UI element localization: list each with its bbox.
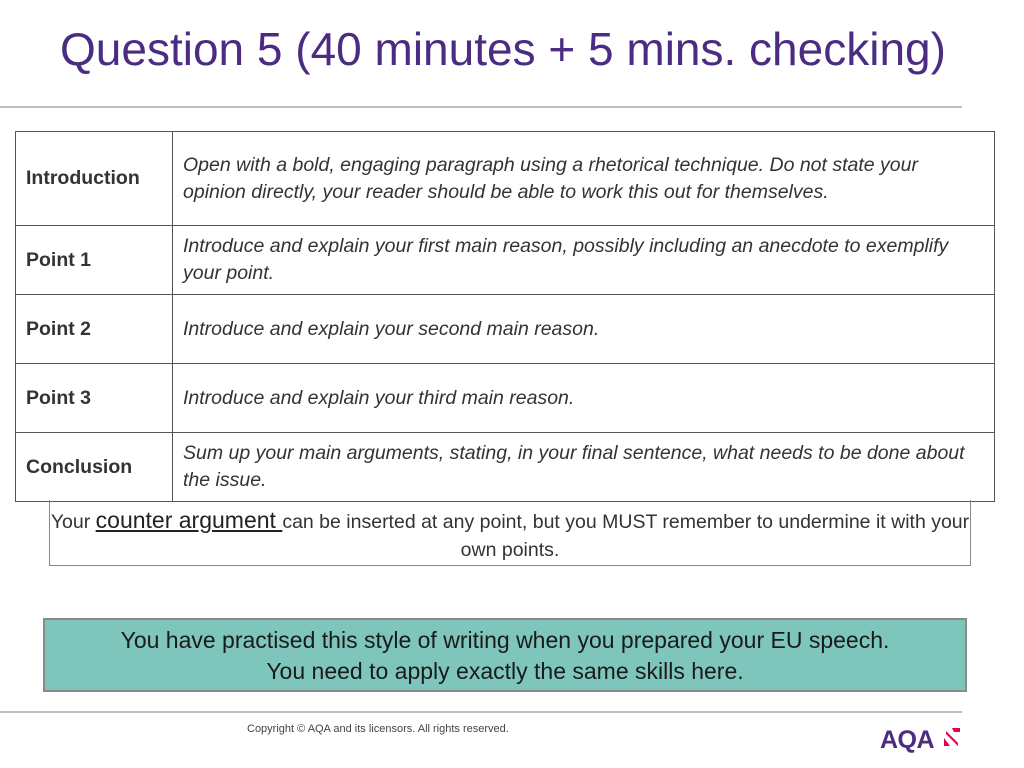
- row-label: Introduction: [16, 132, 173, 226]
- row-description: Open with a bold, engaging paragraph using a rhetorical technique. Do not state your opinion directly, your reader should be able to work this out for themselves.: [173, 132, 995, 226]
- row-description: Introduce and explain your third main reason.: [173, 364, 995, 433]
- table-row: [16, 226, 995, 295]
- counter-note-suffix: can be inserted at any point, but you MUST remember to undermine it with your own points.: [282, 511, 970, 561]
- table-row: [16, 295, 995, 364]
- aqa-logo: [880, 726, 964, 756]
- slide-title: Question 5 (40 minutes + 5 mins. checking): [60, 23, 946, 75]
- row-description: Introduce and explain your second main reason.: [173, 295, 995, 364]
- row-label: Point 1: [16, 226, 173, 295]
- counter-note-emphasis: counter argument: [95, 507, 283, 533]
- table-row: [16, 132, 995, 226]
- table-row: [16, 364, 995, 433]
- practise-note: [43, 618, 967, 692]
- row-description: Sum up your main arguments, stating, in your final sentence, what needs to be done about the issue.: [173, 433, 995, 502]
- title-divider: [0, 106, 962, 108]
- essay-plan-table: [15, 131, 995, 502]
- footer-divider: [0, 711, 962, 713]
- copyright-text: Copyright © AQA and its licensors. All rights reserved.: [247, 723, 509, 735]
- counter-note-prefix: Your: [50, 511, 96, 533]
- row-label: Point 3: [16, 364, 173, 433]
- practise-note-line-1: You have practised this style of writing when you prepared your EU speech.: [120, 627, 890, 653]
- row-description: Introduce and explain your first main reason, possibly including an anecdote to exemplify your point.: [173, 226, 995, 295]
- row-label: Conclusion: [16, 433, 173, 502]
- practise-note-line-2: You need to apply exactly the same skills here.: [266, 658, 744, 684]
- table-row: [16, 433, 995, 502]
- row-label: Point 2: [16, 295, 173, 364]
- aqa-logo-mark-icon: [943, 727, 961, 747]
- counter-argument-note: [49, 500, 971, 566]
- logo-text: AQA: [880, 726, 935, 754]
